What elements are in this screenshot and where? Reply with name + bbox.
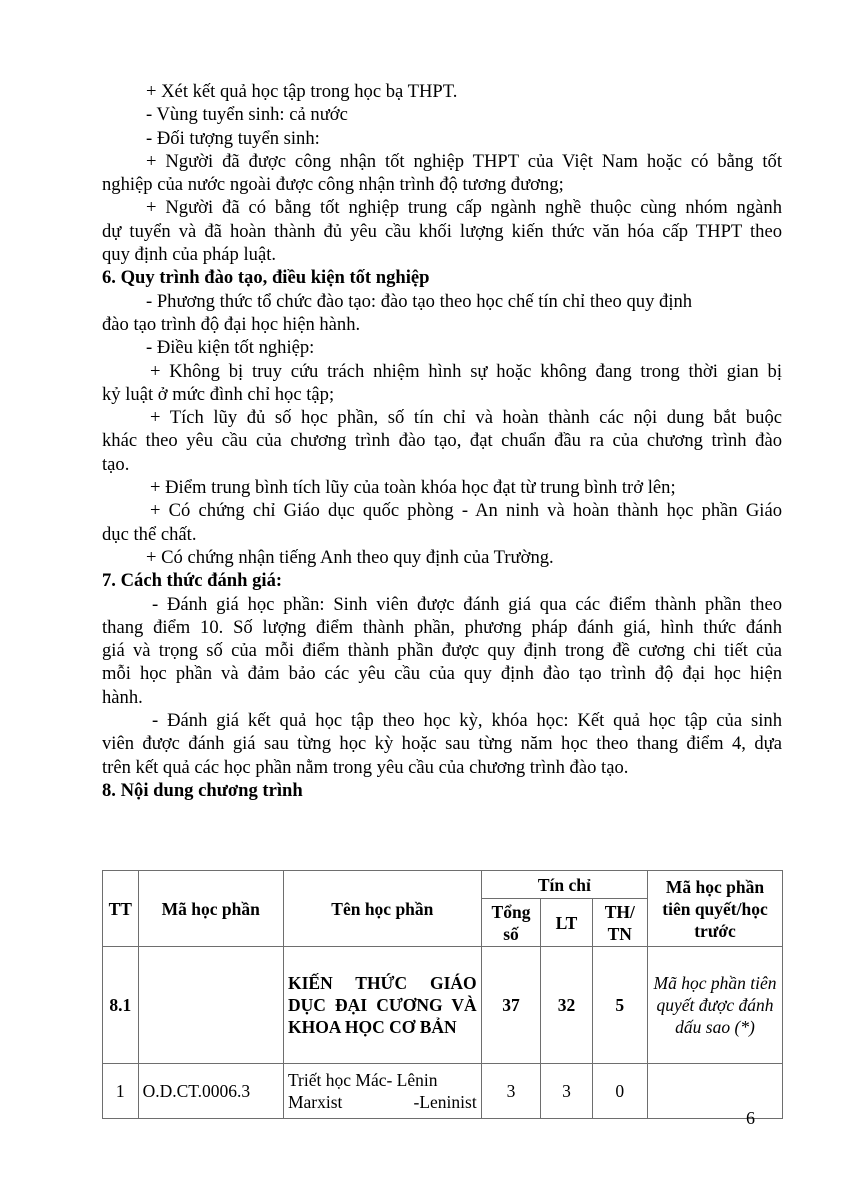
s6-condition-2a: + Tích lũy đủ số học phần, số tín chỉ và hoàn thành các nội dung bắt buộc (150, 407, 782, 429)
admission-target-1a: + Người đã được công nhận tốt nghiệp THPT của Việt Nam hoặc có bằng tốt (146, 150, 782, 172)
row-th-tn: 0 (592, 1064, 647, 1119)
s7-course-eval-b: thang điểm 10. Số lượng điểm thành phần, phương pháp đánh giá, hình thức đánh (102, 616, 782, 638)
s7-term-eval-c: trên kết quả các học phần nằm trong yêu cầu của chương trình đào tạo. (102, 756, 629, 778)
s6-condition-2b: khác theo yêu cầu của chương trình đào tạo, đạt chuẩn đầu ra của chương trình đào (102, 430, 782, 452)
admission-target-1b: nghiệp của nước ngoài được công nhận trình độ tương đương; (102, 174, 564, 196)
row-course-name-en (288, 1091, 477, 1113)
header-total-credits: Tổng số (481, 899, 541, 947)
group-prereq-note: Mã học phần tiên quyết được đánh dấu sao (*) (648, 947, 783, 1064)
row-course-name-en-b: -Leninist (413, 1092, 477, 1112)
admission-region-text: - Vùng tuyển sinh: cả nước (146, 104, 348, 126)
group-th-tn: 5 (592, 947, 647, 1064)
row-course-name (283, 1064, 481, 1119)
header-th-tn: TH/ TN (592, 899, 647, 947)
header-course-name: Tên học phần (283, 871, 481, 947)
header-credits: Tín chỉ (481, 871, 647, 899)
table-header-row (103, 871, 783, 899)
s6-training-method-b: đào tạo trình độ đại học hiện hành. (102, 313, 361, 335)
s6-condition-5: + Có chứng nhận tiếng Anh theo quy định của Trường. (146, 546, 554, 568)
admission-target-2a: + Người đã có bằng tốt nghiệp trung cấp ngành nghề thuộc cùng nhóm ngành (146, 197, 782, 219)
s6-condition-4b: dục thể chất. (102, 523, 197, 545)
row-lt: 3 (541, 1064, 592, 1119)
header-tt: TT (103, 871, 139, 947)
admission-target-label: - Đối tượng tuyển sinh: (146, 127, 320, 149)
s7-course-eval-d: mỗi học phần và đảm bảo các yêu cầu của quy định đào tạo trình độ đại học hiện (102, 663, 782, 685)
s7-course-eval-e: hành. (102, 686, 143, 708)
admission-target-2b: dự tuyển và đã hoàn thành đủ yêu cầu khối lượng kiến thức văn hóa cấp THPT theo (102, 220, 782, 242)
curriculum-table (102, 870, 783, 1119)
group-lt: 32 (541, 947, 592, 1064)
group-code (138, 947, 283, 1064)
s6-condition-2c: tạo. (102, 453, 130, 475)
s6-condition-1a: + Không bị truy cứu trách nhiệm hình sự hoặc không đang trong thời gian bị (150, 360, 782, 382)
row-course-name-vi: Triết học Mác- Lênin (287, 1070, 438, 1090)
table-row (103, 1064, 783, 1119)
admission-method-text: + Xét kết quả học tập trong học bạ THPT. (146, 81, 458, 102)
page-number: 6 (746, 1108, 755, 1128)
section-7-heading: 7. Cách thức đánh giá: (102, 570, 283, 592)
s7-term-eval-b: viên được đánh giá sau từng học kỳ hoặc sau từng năm học theo thang điểm 4, dựa (102, 733, 782, 755)
s6-condition-1b: kỷ luật ở mức đình chỉ học tập; (102, 383, 335, 405)
section-6-heading: 6. Quy trình đào tạo, điều kiện tốt nghiệp (102, 267, 430, 289)
section-8-heading: 8. Nội dung chương trình (102, 779, 303, 801)
row-course-name-en-a: Marxist (287, 1092, 343, 1112)
header-lt: LT (541, 899, 592, 947)
row-prerequisite (648, 1064, 783, 1119)
row-total-credits: 3 (481, 1064, 541, 1119)
group-total-credits: 37 (481, 947, 541, 1064)
row-tt: 1 (103, 1064, 139, 1119)
group-tt: 8.1 (103, 947, 139, 1064)
s7-course-eval-c: giá và trọng số của mỗi điểm thành phần được quy định trong đề cương chi tiết của (102, 640, 782, 662)
table-group-row (103, 947, 783, 1064)
s6-graduation-label: - Điều kiện tốt nghiệp: (146, 337, 315, 359)
admission-target-2c: quy định của pháp luật. (102, 244, 277, 266)
group-name: KIẾN THỨC GIÁO DỤC ĐẠI CƯƠNG VÀ KHOA HỌC CƠ BẢN (283, 947, 481, 1064)
header-prerequisite: Mã học phần tiên quyết/học trước (648, 871, 783, 947)
row-course-code: O.D.CT.0006.3 (138, 1064, 283, 1119)
s6-training-method-a: - Phương thức tổ chức đào tạo: đào tạo theo học chế tín chỉ theo quy định (146, 290, 693, 312)
s6-condition-3: + Điểm trung bình tích lũy của toàn khóa học đạt từ trung bình trở lên; (150, 477, 676, 499)
document-body (102, 80, 782, 802)
s6-condition-4a: + Có chứng chỉ Giáo dục quốc phòng - An ninh và hoàn thành học phần Giáo (150, 500, 782, 522)
s7-term-eval-a: - Đánh giá kết quả học tập theo học kỳ, khóa học: Kết quả học tập của sinh (152, 710, 782, 732)
s7-course-eval-a: - Đánh giá học phần: Sinh viên được đánh giá qua các điểm thành phần theo (152, 593, 782, 615)
header-course-code: Mã học phần (138, 871, 283, 947)
